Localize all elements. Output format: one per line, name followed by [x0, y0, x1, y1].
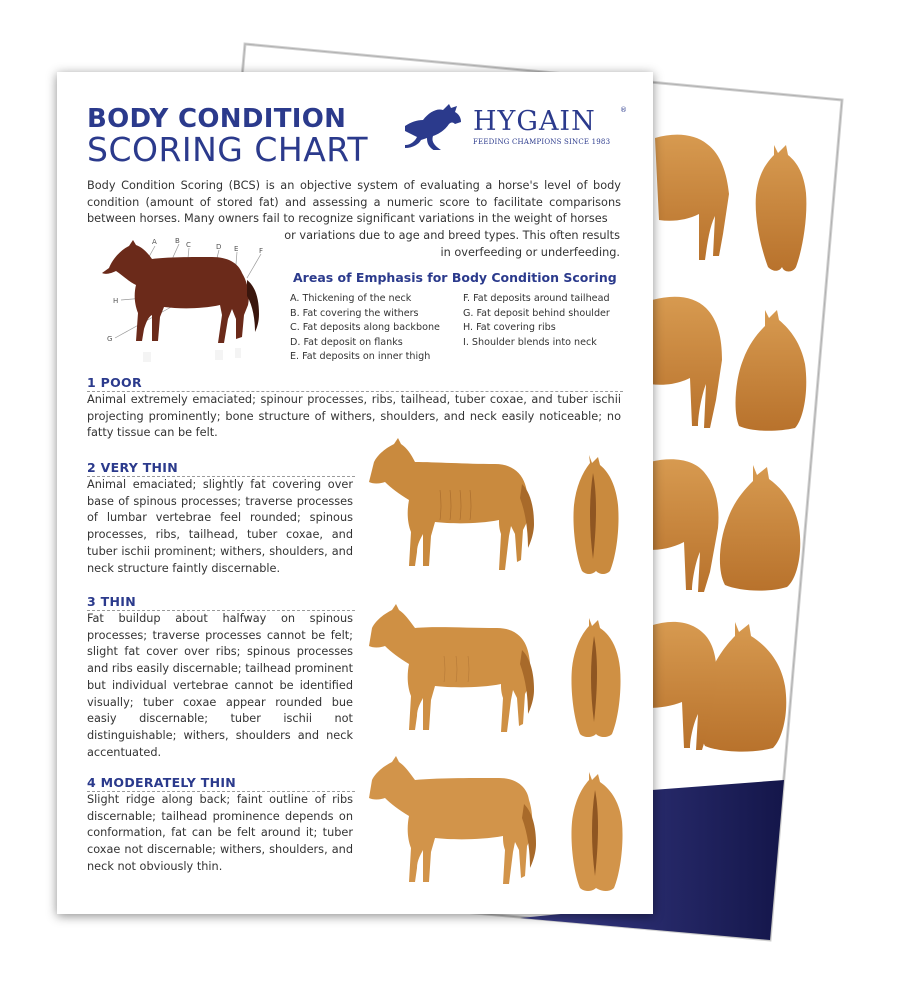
horse-side-score-4: [362, 748, 552, 896]
horse-side-score-3: [362, 594, 552, 742]
area-item: A. Thickening of the neck: [290, 293, 412, 304]
areas-list-col2: [463, 292, 610, 350]
diagram-label-a: A: [152, 238, 157, 246]
horse-rear-score-3: [567, 618, 627, 738]
area-item: H. Fat covering ribs: [463, 322, 556, 333]
section-1-text: Animal extremely emaciated; spinour processes, ribs, tailhead, tuber coxae, and tuber ischii projecting prominently; bone structure of withers, shoulders, and neck easily noticeable; no fatty tissue can be felt.: [87, 393, 621, 440]
diagram-label-h: H: [113, 297, 119, 305]
diagram-label-f: F: [259, 247, 264, 255]
horse-side-score-2: [362, 432, 552, 580]
section-4-heading: 4 MODERATELY THIN: [87, 775, 237, 790]
logo-name: HYGAIN: [473, 106, 596, 137]
diagram-label-e: E: [234, 245, 239, 253]
area-item: F. Fat deposits around tailhead: [463, 293, 610, 304]
intro-tail-line1: or variations due to age and breed types. This often results: [284, 229, 620, 242]
chart-title-line1: BODY CONDITION: [87, 104, 347, 134]
section-3-heading: 3 THIN: [87, 594, 136, 609]
intro-text-tail: [280, 228, 620, 261]
area-item: D. Fat deposit on flanks: [290, 336, 403, 348]
areas-title: Areas of Emphasis for Body Condition Scoring: [293, 270, 617, 285]
areas-list-col1: [290, 292, 440, 365]
section-2-text: Animal emaciated; slightly fat covering over base of spinous processes; traverse processes of lumbar vertebrae feel rounded; spinous processes, ribs, tailhead, tuber coxae, and tuber ischii prominent; withers, shoulders, and neck structure faintly discernable.: [87, 478, 353, 575]
chart-title-line2: SCORING CHART: [87, 130, 368, 169]
chart-sheet: [57, 72, 653, 914]
diagram-label-g: G: [107, 335, 113, 343]
logo-tagline: FEEDING CHAMPIONS SINCE 1983: [473, 138, 611, 146]
horse-rear-score-2: [567, 455, 627, 575]
running-horse-icon: [401, 102, 471, 150]
section-2-heading: 2 VERY THIN: [87, 460, 179, 475]
diagram-label-c: C: [186, 241, 191, 249]
section-4-text: Slight ridge along back; faint outline of ribs discernable; tailhead prominence depends on conformation, fat can be felt around it; tuber coxae not discernable; withers, shoulders, and neck not obviously thin.: [87, 793, 353, 873]
area-item: I. Shoulder blends into neck: [463, 336, 597, 348]
registered-mark: ®: [620, 106, 627, 114]
hygain-logo: [401, 102, 627, 152]
horse-rear-score-4: [567, 772, 627, 892]
diagram-label-d: D: [216, 243, 222, 251]
anatomy-diagram: [97, 222, 277, 370]
section-1-heading: 1 POOR: [87, 375, 142, 390]
intro-tail-line2: in overfeeding or underfeeding.: [440, 245, 620, 259]
bay-horse: [102, 240, 259, 362]
intro-text: Body Condition Scoring (BCS) is an objective system of evaluating a horse's level of body condition (amount of stored fat) and assessing a numeric score to facilitate comparisons between horses. Many owners fail to recognize significant variations in the weight of horses: [87, 179, 621, 225]
area-item: E. Fat deposits on inner thigh: [290, 351, 431, 362]
diagram-label-b: B: [175, 237, 180, 245]
area-item: G. Fat deposit behind shoulder: [463, 307, 610, 319]
area-item: B. Fat covering the withers: [290, 307, 419, 319]
area-item: C. Fat deposits along backbone: [290, 322, 440, 333]
section-3-text: Fat buildup about halfway on spinous processes; traverse processes cannot be felt; slight fat cover over ribs; spinous processes and ribs easily discernable; tailhead prominent but individual vertebrae cannot be identified visually; tuber coxae appear rounded bue easiy discernable; tuber ischii not distinguishable; withers, shoulders and neck accentuated.: [87, 612, 353, 759]
